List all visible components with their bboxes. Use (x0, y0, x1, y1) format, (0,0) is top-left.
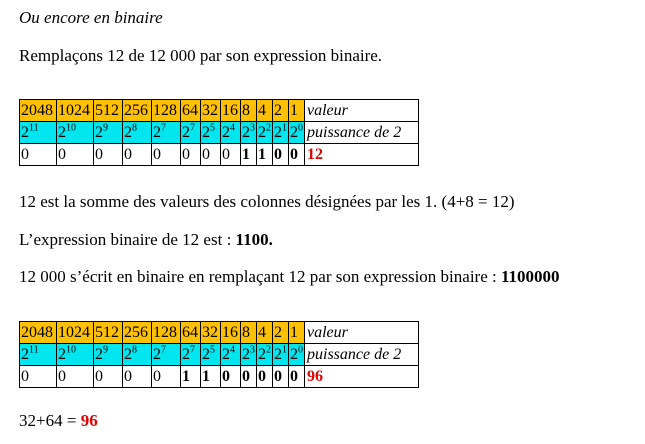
values-row (20, 322, 419, 344)
power-exponent: 9 (103, 344, 108, 356)
power-exponent: 1 (282, 344, 287, 356)
bits-row (20, 144, 419, 166)
power-cell (20, 122, 57, 144)
power-exponent: 7 (190, 122, 195, 134)
power-cell (241, 122, 257, 144)
sum-explanation: 12 est la somme des valeurs des colonnes désignées par les 1. (4+8 = 12) (19, 192, 515, 211)
power-cell (289, 344, 305, 366)
power-base: 2 (222, 346, 230, 363)
write-binary-value: 1100000 (500, 267, 560, 286)
binary-table-96 (19, 321, 419, 388)
power-cell (257, 122, 273, 144)
power-base: 2 (202, 124, 210, 141)
power-exponent: 0 (298, 344, 303, 356)
binary-table-12 (19, 99, 419, 166)
final-sum-line (19, 411, 98, 431)
power-cell (94, 122, 123, 144)
power-exponent: 2 (266, 122, 271, 134)
power-exponent: 11 (29, 122, 39, 134)
power-base: 2 (202, 346, 210, 363)
value-cell: 32 (201, 322, 221, 344)
value-cell: 2 (273, 322, 289, 344)
bit-cell: 0 (273, 366, 289, 388)
power-cell (152, 122, 181, 144)
powers-row (20, 344, 419, 366)
write-binary-text: 12 000 s’écrit en binaire en remplaçant 12 par son expression binaire : (19, 267, 501, 286)
power-base: 2 (58, 346, 66, 363)
bit-cell: 0 (94, 366, 123, 388)
power-exponent: 8 (132, 122, 137, 134)
binary-expression-line (19, 230, 273, 250)
power-exponent: 5 (210, 344, 215, 356)
value-cell: 128 (152, 322, 181, 344)
power-exponent: 3 (250, 122, 255, 134)
bit-cell: 1 (257, 144, 273, 166)
power-cell (20, 344, 57, 366)
power-base: 2 (242, 124, 250, 141)
power-cell (123, 344, 152, 366)
bit-cell: 0 (57, 144, 94, 166)
bit-cell: 1 (241, 144, 257, 166)
power-base: 2 (153, 346, 161, 363)
bit-cell: 0 (289, 366, 305, 388)
bit-cell: 0 (221, 144, 241, 166)
value-cell: 4 (257, 322, 273, 344)
power-exponent: 2 (266, 344, 271, 356)
power-cell (273, 344, 289, 366)
bit-cell: 0 (123, 144, 152, 166)
power-base: 2 (290, 346, 298, 363)
power-cell (257, 344, 273, 366)
power-exponent: 5 (210, 122, 215, 134)
power-cell (221, 122, 241, 144)
power-exponent: 10 (66, 344, 76, 356)
power-base: 2 (182, 346, 190, 363)
powers-row (20, 122, 419, 144)
bit-cell: 0 (94, 144, 123, 166)
power-base: 2 (222, 124, 230, 141)
bit-cell: 0 (57, 366, 94, 388)
binary-expression-value: 1100. (235, 230, 273, 249)
bit-cell: 0 (20, 144, 57, 166)
power-base: 2 (182, 124, 190, 141)
values-label: valeur (305, 100, 419, 122)
power-base: 2 (242, 346, 250, 363)
power-cell (273, 122, 289, 144)
bit-cell: 0 (123, 366, 152, 388)
power-cell (94, 344, 123, 366)
power-exponent: 1 (282, 122, 287, 134)
bit-cell: 0 (201, 144, 221, 166)
power-base: 2 (95, 124, 103, 141)
power-exponent: 4 (230, 122, 235, 134)
value-cell: 512 (94, 322, 123, 344)
power-base: 2 (124, 346, 132, 363)
bit-cell: 0 (181, 144, 201, 166)
power-base: 2 (258, 346, 266, 363)
power-base: 2 (258, 124, 266, 141)
values-label: valeur (305, 322, 419, 344)
value-cell: 2 (273, 100, 289, 122)
intro-text: Remplaçons 12 de 12 000 par son expression binaire. (19, 46, 383, 65)
power-base: 2 (95, 346, 103, 363)
power-base: 2 (124, 124, 132, 141)
power-base: 2 (274, 124, 282, 141)
value-cell: 256 (123, 100, 152, 122)
value-cell: 16 (221, 100, 241, 122)
bit-cell: 0 (257, 366, 273, 388)
heading: Ou encore en binaire (19, 8, 163, 27)
value-cell: 16 (221, 322, 241, 344)
bits-row (20, 366, 419, 388)
power-cell (181, 344, 201, 366)
write-binary-line (19, 267, 560, 287)
power-cell (181, 122, 201, 144)
value-cell: 8 (241, 100, 257, 122)
binary-expression-text: L’expression binaire de 12 est : (19, 230, 236, 249)
powers-label: puissance de 2 (305, 122, 419, 144)
power-exponent: 0 (298, 122, 303, 134)
power-cell (221, 344, 241, 366)
power-exponent: 7 (161, 344, 166, 356)
values-row (20, 100, 419, 122)
result-value: 12 (305, 144, 419, 166)
value-cell: 64 (181, 100, 201, 122)
power-exponent: 9 (103, 122, 108, 134)
power-base: 2 (290, 124, 298, 141)
result-value: 96 (305, 366, 419, 388)
bit-cell: 1 (181, 366, 201, 388)
value-cell: 2048 (20, 100, 57, 122)
power-exponent: 4 (230, 344, 235, 356)
bit-cell: 0 (152, 366, 181, 388)
power-exponent: 7 (161, 122, 166, 134)
power-cell (201, 344, 221, 366)
value-cell: 1 (289, 322, 305, 344)
power-base: 2 (274, 346, 282, 363)
bit-cell: 0 (20, 366, 57, 388)
value-cell: 512 (94, 100, 123, 122)
value-cell: 64 (181, 322, 201, 344)
power-exponent: 7 (190, 344, 195, 356)
value-cell: 8 (241, 322, 257, 344)
value-cell: 256 (123, 322, 152, 344)
power-exponent: 3 (250, 344, 255, 356)
bit-cell: 0 (152, 144, 181, 166)
power-exponent: 8 (132, 344, 137, 356)
value-cell: 128 (152, 100, 181, 122)
value-cell: 32 (201, 100, 221, 122)
final-sum-value: 96 (80, 411, 98, 430)
power-cell (241, 344, 257, 366)
power-cell (57, 122, 94, 144)
power-base: 2 (21, 124, 29, 141)
power-cell (289, 122, 305, 144)
value-cell: 2048 (20, 322, 57, 344)
power-cell (123, 122, 152, 144)
power-base: 2 (153, 124, 161, 141)
power-cell (57, 344, 94, 366)
bit-cell: 0 (241, 366, 257, 388)
power-cell (201, 122, 221, 144)
power-exponent: 10 (66, 122, 76, 134)
value-cell: 1 (289, 100, 305, 122)
power-base: 2 (21, 346, 29, 363)
final-sum-text: 32+64 = (19, 411, 81, 430)
power-base: 2 (58, 124, 66, 141)
power-exponent: 11 (29, 344, 39, 356)
bit-cell: 0 (221, 366, 241, 388)
bit-cell: 0 (273, 144, 289, 166)
bit-cell: 0 (289, 144, 305, 166)
value-cell: 1024 (57, 322, 94, 344)
power-cell (152, 344, 181, 366)
value-cell: 1024 (57, 100, 94, 122)
value-cell: 4 (257, 100, 273, 122)
powers-label: puissance de 2 (305, 344, 419, 366)
bit-cell: 1 (201, 366, 221, 388)
